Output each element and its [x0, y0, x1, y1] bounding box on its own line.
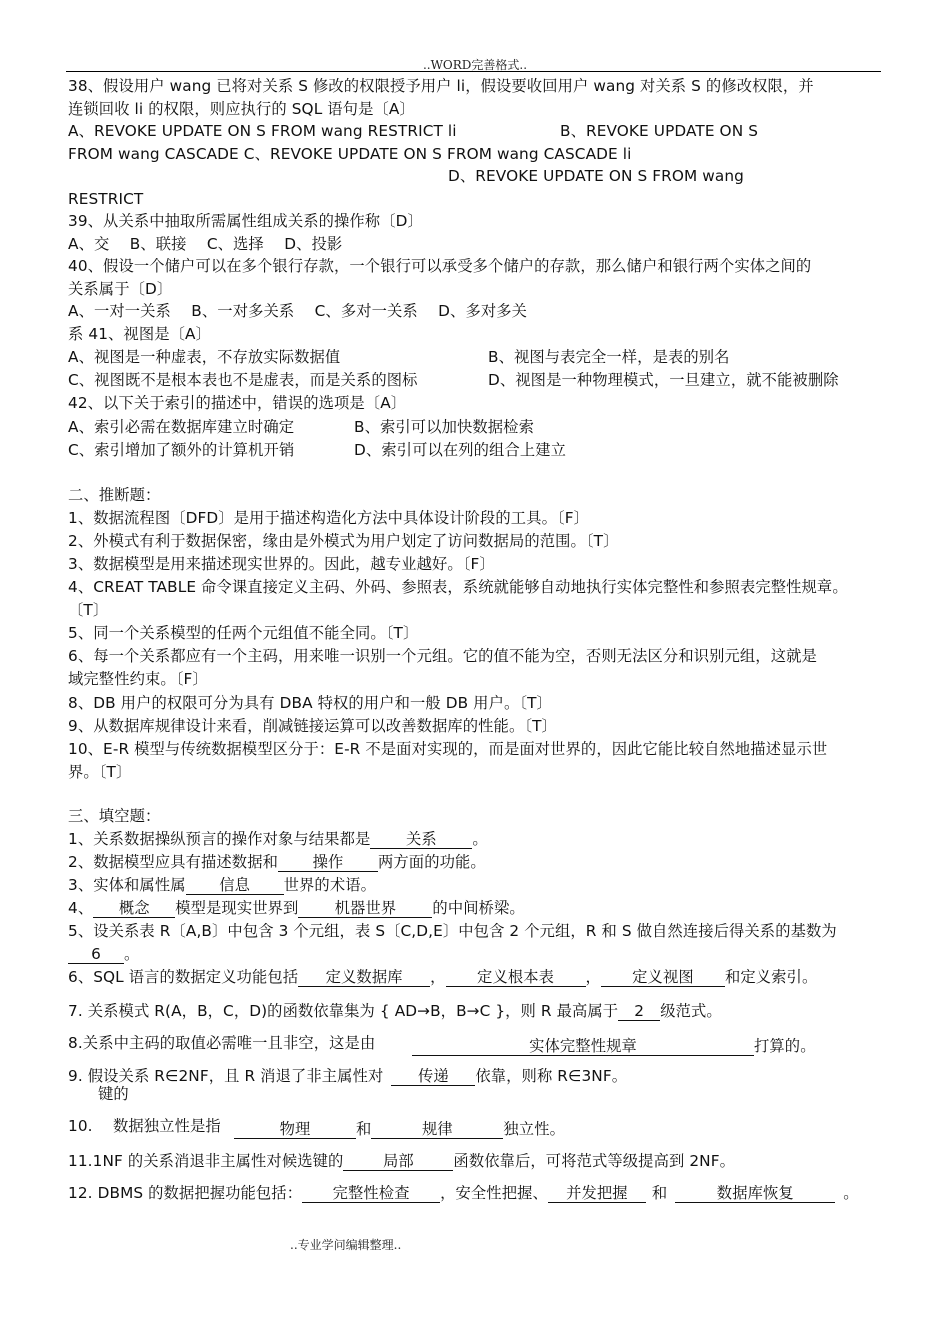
- fill-section-title: 三、填空题：: [68, 807, 161, 825]
- q42-option-d: D、索引可以在列的组合上建立: [354, 441, 567, 459]
- fill-blank-4b: 机器世界: [298, 900, 432, 918]
- fill-item-12: 12. DBMS 的数据把握功能包括： 完整性检查 ，安全性把握、 并发把握 和 数据库恢复 。: [68, 1184, 859, 1202]
- fill-item-1: 1、关系数据操纵预言的操作对象与结果都是 关系 。: [68, 830, 488, 848]
- header-rule: [66, 71, 881, 72]
- judge-item-10-line-1: 10、E-R 模型与传统数据模型区分于：E-R 不是面对实现的，而是面对世界的，因此它能比较自然地描述显示世: [68, 740, 828, 758]
- fill-blank-6c: 定义视图: [601, 969, 725, 987]
- judge-item-4-line-1: 4、CREAT TABLE 命令课直接定义主码、外码、参照表，系统就能够自动地执行实体完整性和参照表完整性规章。: [68, 578, 848, 596]
- fill-item-5-line-2: 6 。: [68, 944, 139, 964]
- fill-item-4: 4、 概念 模型是现实世界到 机器世界 的中间桥梁。: [68, 899, 525, 917]
- fill-blank-11: 局部: [343, 1153, 453, 1171]
- fill-blank-9: 传递: [391, 1068, 475, 1086]
- q40-line-2: 关系属于〔D〕: [68, 280, 173, 298]
- q39-options: A、交 B、联接 C、选择 D、投影: [68, 235, 343, 253]
- fill-blank-3: 信息: [186, 877, 284, 895]
- fill-blank-7: 2: [618, 1003, 660, 1021]
- q38-line-1: 38、假设用户 wang 已将对关系 S 修改的权限授予用户 li，假设要收回用户 wang 对关系 S 的修改权限，并: [68, 77, 814, 95]
- fill-item-10-prefix: 10. 数据独立性是指: [68, 1117, 221, 1135]
- q38-option-b: B、REVOKE UPDATE ON S: [560, 122, 759, 140]
- judge-item-10-line-2: 界。〔T〕: [68, 763, 132, 781]
- judge-item-2: 2、外模式有利于数据保密，缘由是外模式为用户划定了访问数据局的范围。〔T〕: [68, 532, 619, 550]
- page-footer: ..专业学问编辑整理..: [290, 1238, 402, 1252]
- fill-blank-8: 实体完整性规章: [412, 1038, 754, 1056]
- q40-options: A、一对一关系 B、一对多关系 C、多对一关系 D、多对多关: [68, 302, 528, 320]
- fill-blank-1: 关系: [370, 831, 472, 849]
- q40-line-1: 40、假设一个储户可以在多个银行存款，一个银行可以承受多个储户的存款，那么储户和银行两个实体之间的: [68, 257, 812, 275]
- fill-blank-5: 6: [68, 946, 124, 964]
- fill-blank-4a: 概念: [93, 900, 175, 918]
- fill-item-7: 7. 关系模式 R(A，B，C，D)的函数依靠集为 { AD→B，B→C }，则 R 最高属于 2 级范式。: [68, 1002, 722, 1020]
- q42-option-c: C、索引增加了额外的计算机开销: [68, 441, 295, 459]
- fill-blank-10b: 规律: [371, 1121, 503, 1139]
- fill-item-5-line-1: 5、设关系表 R〔A,B〕中包含 3 个元组，表 S〔C,D,E〕中包含 2 个元组，R 和 S 做自然连接后得关系的基数为: [68, 922, 837, 940]
- fill-blank-12a: 完整性检查: [302, 1185, 440, 1203]
- q42-option-b: B、索引可以加快数据检索: [354, 418, 534, 436]
- judge-item-5: 5、同一个关系模型的任两个元组值不能全同。〔T〕: [68, 624, 419, 642]
- judge-section-title: 二、推断题：: [68, 486, 161, 504]
- q41-option-c: C、视图既不是根本表也不是虚表，而是关系的图标: [68, 371, 418, 389]
- fill-blank-2: 操作: [278, 854, 378, 872]
- fill-item-8-answer: 实体完整性规章 打算的。: [412, 1036, 816, 1056]
- q42-question: 42、以下关于索引的描述中，错误的选项是〔A〕: [68, 394, 407, 412]
- fill-item-3: 3、实体和属性属 信息 世界的术语。: [68, 876, 377, 894]
- fill-blank-6b: 定义根本表: [446, 969, 586, 987]
- fill-blank-12b: 并发把握: [548, 1185, 646, 1203]
- fill-item-9: 9. 假设关系 R∈2NF，且 R 消退了非主属性对 传递 依靠，则称 R∈3NF。: [68, 1067, 628, 1085]
- q41-option-d: D、视图是一种物理模式，一旦建立，就不能被删除: [488, 371, 839, 389]
- q38-line-2: 连锁回收 li 的权限，则应执行的 SQL 语句是〔A〕: [68, 100, 415, 118]
- q41-question: 系 41、视图是〔A〕: [68, 325, 211, 343]
- q42-option-a: A、索引必需在数据库建立时确定: [68, 418, 295, 436]
- fill-item-11: 11.1NF 的关系消退非主属性对候选键的 局部 函数依靠后，可将范式等级提高到 2NF。: [68, 1152, 736, 1170]
- judge-item-4-line-2: 〔T〕: [68, 601, 109, 619]
- fill-blank-6a: 定义数据库: [298, 969, 430, 987]
- page-header: ..WORD完善格式..: [422, 58, 528, 72]
- q39-question: 39、从关系中抽取所需属性组成关系的操作称〔D〕: [68, 212, 423, 230]
- judge-item-8: 8、DB 用户的权限可分为具有 DBA 特权的用户和一般 DB 用户。〔T〕: [68, 694, 552, 712]
- q41-option-a: A、视图是一种虚表，不存放实际数据值: [68, 348, 341, 366]
- q38-option-a: A、REVOKE UPDATE ON S FROM wang RESTRICT li: [68, 122, 457, 140]
- judge-item-3: 3、数据模型是用来描述现实世界的。因此，越专业越好。〔F〕: [68, 555, 495, 573]
- fill-blank-12c: 数据库恢复: [675, 1185, 835, 1203]
- fill-item-9-line-2: 键的: [98, 1085, 129, 1103]
- fill-item-6: 6、SQL 语言的数据定义功能包括 定义数据库 ， 定义根本表 ， 定义视图 和定义索引。: [68, 968, 818, 986]
- judge-item-6-line-2: 域完整性约束。〔F〕: [68, 670, 208, 688]
- fill-item-8-prefix: 8.关系中主码的取值必需唯一且非空，这是由: [68, 1034, 376, 1052]
- q38-option-d: D、REVOKE UPDATE ON S FROM wang: [448, 167, 744, 185]
- q38-line-4: FROM wang CASCADE C、REVOKE UPDATE ON S FROM wang CASCADE li: [68, 145, 632, 163]
- judge-item-6-line-1: 6、每一个关系都应有一个主码，用来唯一识别一个元组。它的值不能为空，否则无法区分和识别元组，这就是: [68, 647, 817, 665]
- fill-item-10-answers: 物理 和 规律 独立性。: [234, 1119, 565, 1139]
- q41-option-b: B、视图与表完全一样，是表的别名: [488, 348, 730, 366]
- judge-item-1: 1、数据流程图〔DFD〕是用于描述构造化方法中具体设计阶段的工具。〔F〕: [68, 509, 590, 527]
- fill-item-2: 2、数据模型应具有描述数据和 操作 两方面的功能。: [68, 853, 486, 871]
- fill-blank-10a: 物理: [234, 1121, 356, 1139]
- q38-line-6: RESTRICT: [68, 190, 144, 208]
- judge-item-9: 9、从数据库规律设计来看，削减链接运算可以改善数据库的性能。〔T〕: [68, 717, 557, 735]
